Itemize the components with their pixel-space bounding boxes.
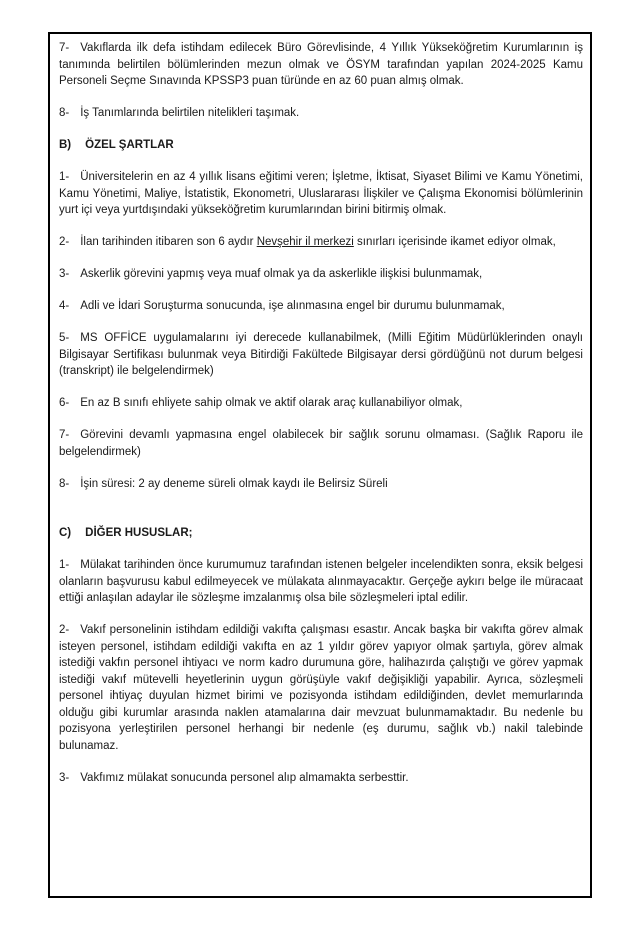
section-title: DİĞER HUSUSLAR; <box>85 527 193 539</box>
item-text: Üniversitelerin en az 4 yıllık lisans eğitimi veren; İşletme, İktisat, Siyaset Bilimi ve Kamu Yönetimi, Kamu Yönetimi, Maliye, İstatistik, Ekonometri, Uluslararası İlişkiler ve Çalışma Ekonomisi bölümlerinin yurt içi veya yurtdışındaki yükseköğretim kurumlarından birini bitirmiş olmak. <box>59 171 583 216</box>
item-text: Vakıflarda ilk defa istihdam edilecek Büro Görevlisinde, 4 Yıllık Yükseköğretim Kurumlarının iş tanımında belirtilen bölümlerinden mezun olmak ve ÖSYM tarafından yapılan 2024-2025 Kamu Personeli Seçme Sınavında KPSSP3 puan türünde en az 60 puan almış olmak. <box>59 42 583 87</box>
item-number: 1- <box>59 171 70 183</box>
list-item-c1 <box>59 557 583 607</box>
document-content <box>50 34 590 786</box>
item-text: MS OFFİCE uygulamalarını iyi derecede kullanabilmek, (Milli Eğitim Müdürlüklerinden onaylı Bilgisayar Sertifikası bulunmak veya Bitirdiği Fakültede Bilgisayar dersi gördüğünü not durum belgesi (transkript) ile belgelendirmek) <box>59 332 583 377</box>
section-title: ÖZEL ŞARTLAR <box>85 139 174 151</box>
item-number: 5- <box>59 332 70 344</box>
list-item-b1 <box>59 169 583 219</box>
item-number: 8- <box>59 477 70 490</box>
item-text: İş Tanımlarında belirtilen nitelikleri taşımak. <box>80 107 300 119</box>
item-number: 4- <box>59 300 70 312</box>
section-label: C) <box>59 527 72 539</box>
item-number: 2- <box>59 624 70 636</box>
item-number: 6- <box>59 397 70 409</box>
item-text: Görevini devamlı yapmasına engel olabilecek bir sağlık sorunu olmaması. (Sağlık Raporu ile belgelendirmek) <box>59 429 583 458</box>
item-number: 3- <box>59 268 70 280</box>
item-text: Vakfımız mülakat sonucunda personel alıp almamakta serbesttir. <box>80 771 409 784</box>
list-item-a7 <box>59 40 583 90</box>
item-number: 1- <box>59 559 70 571</box>
item-text: Askerlik görevini yapmış veya muaf olmak ya da askerlikle ilişkisi bulunmamak, <box>80 268 483 280</box>
section-b-heading <box>59 137 583 154</box>
section-c-heading <box>59 525 583 542</box>
item-number: 7- <box>59 429 70 441</box>
section-label: B) <box>59 139 72 151</box>
item-text: İlan tarihinden itibaren son 6 aydır <box>80 236 257 248</box>
item-text: Adli ve İdari Soruşturma sonucunda, işe alınmasına engel bir durumu bulunmamak, <box>80 300 505 312</box>
item-text: En az B sınıfı ehliyete sahip olmak ve aktif olarak araç kullanabiliyor olmak, <box>80 397 463 409</box>
list-item-b6 <box>59 395 583 412</box>
list-item-a8 <box>59 105 583 122</box>
item-text: Vakıf personelinin istihdam edildiği vakıfta çalışması esastır. Ancak başka bir vakıfta görev almak isteyen personel, istihdam edildiği vakıfta en az 1 yıldır görev yapıyor olmak şartıyla, görev almak istediği vakfın personel ihtiyacı ve norm kadro durumuna göre, halihazırda çalıştığı ve görev yapmak istediği vakıf mütevelli heyetlerinin uygun görüşüyle vakıf değişikliği yapabilir. Ayrıca, sözleşmeli personel ihtiyaç duyulan hizmet birimi ve pozisyonda istihdam edildiğinden, devlet memurlarında olduğu gibi kurumlar arasında naklen atamalarına dair mevzuat bulunmamaktadır. Bu nedenle bu pozisyona yerleştirilen personel herhangi bir nedenle (eş durumu, sağlık vb.) nakil talebinde bulunamaz. <box>59 624 583 752</box>
item-text: Mülakat tarihinden önce kurumumuz tarafından istenen belgeler incelendikten sonra, eksik belgesi olanların başvurusu kabul edilmeyecek ve mülakata alınmayacaktır. Gerçeğe aykırı belge ile müracaat ettiği anlaşılan adaylar ile sözleşme imzalanmış olsa bile sözleşmeleri iptal edilir. <box>59 559 583 604</box>
list-item-b5 <box>59 330 583 380</box>
list-item-b3 <box>59 266 583 283</box>
list-item-b4 <box>59 298 583 315</box>
document-page-border <box>48 32 592 898</box>
list-item-b8 <box>59 476 583 493</box>
item-number: 7- <box>59 42 70 54</box>
item-text: İşin süresi: 2 ay deneme süreli olmak kaydı ile Belirsiz Süreli <box>80 477 388 490</box>
list-item-c3 <box>59 770 583 787</box>
item-number: 2- <box>59 236 70 248</box>
list-item-b7 <box>59 427 583 460</box>
list-item-b2 <box>59 234 583 251</box>
underlined-text: Nevşehir il merkezi <box>256 236 354 248</box>
item-number: 3- <box>59 771 70 784</box>
list-item-c2 <box>59 622 583 754</box>
item-text: sınırları içerisinde ikamet ediyor olmak, <box>353 236 556 248</box>
item-number: 8- <box>59 107 70 119</box>
